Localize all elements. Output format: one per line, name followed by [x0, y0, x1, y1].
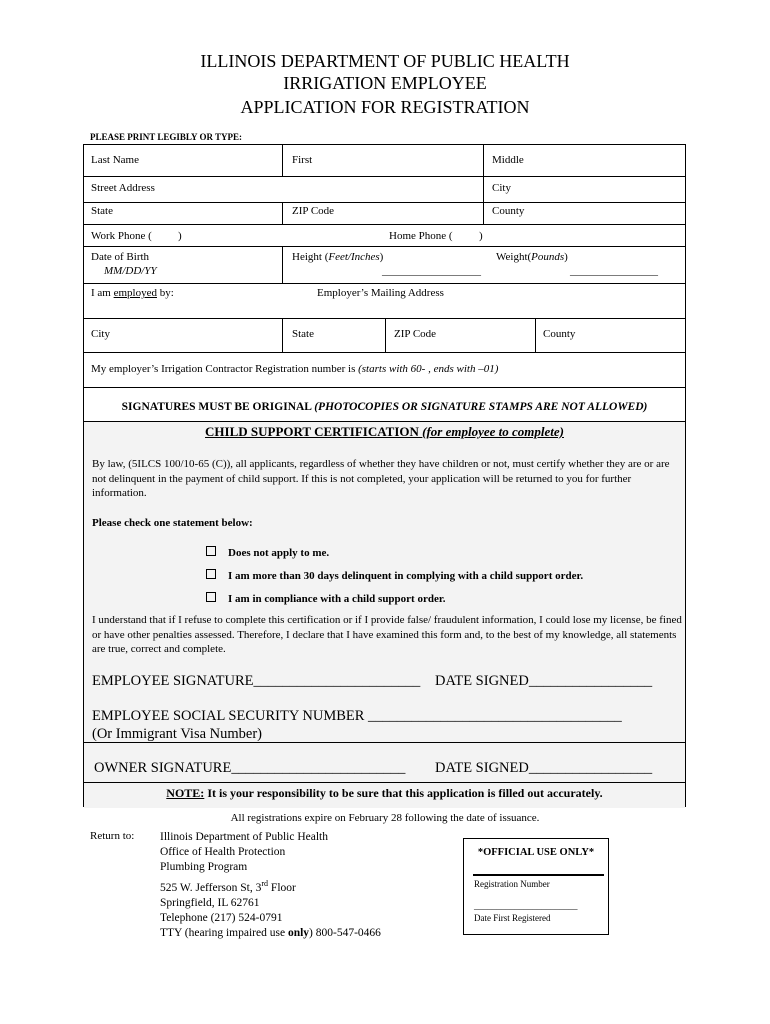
employee-signature-line[interactable]: EMPLOYEE SIGNATURE_______________________ [92, 673, 421, 689]
col-divider [483, 145, 484, 176]
home-phone-label: Home Phone ( [389, 230, 453, 242]
employer-state-label: State [292, 328, 314, 340]
application-form [83, 144, 686, 807]
child-support-heading: CHILD SUPPORT CERTIFICATION (for employee to complete) [205, 424, 564, 439]
address-line: Office of Health Protection [160, 846, 286, 859]
col-divider [282, 246, 283, 283]
return-to-label: Return to: [90, 830, 135, 842]
return-address [160, 830, 381, 941]
row-divider [84, 421, 685, 422]
col-divider [385, 318, 386, 352]
col-divider [282, 202, 283, 224]
dob-format: MM/DD/YY [104, 265, 157, 277]
employer-city-label: City [91, 328, 110, 340]
weight-label: Weight(Pounds) [496, 251, 568, 263]
option-delinquent[interactable]: I am more than 30 days delinquent in complying with a child support order. [206, 569, 583, 582]
first-name-label: First [292, 154, 313, 166]
certification-text: I understand that if I refuse to complete this certification or if I provide false/ fraudulent information, I could lose my license, be fined or have other penalties assessed. Therefore, I declare that I have examined this form and, to the best of my knowledge, all statements are true, correct and complete. [92, 614, 682, 655]
row-divider [84, 176, 685, 177]
row-divider [84, 202, 685, 203]
accuracy-note: NOTE: It is your responsibility to be sure that this application is filled out accurately. [166, 786, 603, 800]
print-instruction: PLEASE PRINT LEGIBLY OR TYPE: [90, 132, 243, 142]
date-of-birth-label: Date of Birth [91, 251, 150, 263]
registration-number-label: Registration Number [474, 879, 550, 889]
check-statement-prompt: Please check one statement below: [92, 517, 253, 529]
street-address-label: Street Address [91, 182, 155, 194]
address-line: Plumbing Program [160, 861, 248, 874]
checkbox[interactable] [206, 546, 216, 556]
employer-mailing-label: Employer’s Mailing Address [317, 287, 444, 299]
middle-name-label: Middle [492, 154, 524, 166]
row-divider [84, 782, 685, 783]
form-title: APPLICATION FOR REGISTRATION [240, 97, 530, 117]
county-label: County [492, 205, 525, 217]
employer-zip-label: ZIP Code [394, 328, 437, 340]
date-signed-line-owner[interactable]: DATE SIGNED_________________ [435, 760, 653, 776]
address-telephone: Telephone (217) 524-0791 [160, 911, 283, 924]
date-first-registered-label: Date First Registered [474, 913, 551, 923]
signatures-original-note: SIGNATURES MUST BE ORIGINAL (PHOTOCOPIES OR SIGNATURE STAMPS ARE NOT ALLOWED) [121, 401, 648, 413]
work-phone-label: Work Phone ( [91, 230, 152, 242]
row-divider [84, 224, 685, 225]
row-divider [84, 387, 685, 388]
checkbox[interactable] [206, 592, 216, 602]
zip-code-label: ZIP Code [292, 205, 335, 217]
date-signed-line-employee[interactable]: DATE SIGNED_________________ [435, 673, 653, 689]
col-divider [282, 145, 283, 176]
option-does-not-apply[interactable]: Does not apply to me. [206, 546, 329, 559]
home-phone-close: ) [479, 230, 483, 242]
height-label: Height (Feet/Inches) [292, 251, 384, 263]
department-title: ILLINOIS DEPARTMENT OF PUBLIC HEALTH [200, 51, 570, 71]
employed-by-label: I am employed by: [91, 287, 174, 299]
address-city: Springfield, IL 62761 [160, 896, 260, 909]
address-line: Illinois Department of Public Health [160, 831, 328, 843]
weight-line: ________________ [570, 265, 658, 277]
registration-expiry-note: All registrations expire on February 28 following the date of issuance. [230, 812, 540, 824]
address-tty: TTY (hearing impaired use only) 800-547-0466 [160, 927, 381, 940]
address-street: 525 W. Jefferson St, 3rd Floor [160, 878, 296, 894]
option-in-compliance[interactable]: I am in compliance with a child support order. [206, 592, 445, 605]
owner-signature-line[interactable]: OWNER SIGNATURE________________________ [94, 760, 406, 776]
contractor-registration-label: My employer’s Irrigation Contractor Registration number is (starts with 60- , ends with –01) [91, 363, 499, 375]
employer-county-label: County [543, 328, 576, 340]
official-use-box [463, 838, 609, 935]
col-divider [282, 318, 283, 352]
col-divider [535, 318, 536, 352]
work-phone-close: ) [178, 230, 182, 242]
checkbox[interactable] [206, 569, 216, 579]
city-label: City [492, 182, 511, 194]
row-divider [84, 352, 685, 353]
state-label: State [91, 205, 113, 217]
last-name-label: Last Name [91, 154, 139, 166]
official-use-rule [473, 874, 604, 876]
form-subtitle: IRRIGATION EMPLOYEE [283, 73, 487, 93]
employee-ssn-line[interactable]: EMPLOYEE SOCIAL SECURITY NUMBER ___________________________________ [92, 708, 622, 724]
date-first-registered-line: _______________________ [474, 901, 578, 911]
official-use-title: *OFFICIAL USE ONLY* [477, 847, 595, 858]
row-divider [84, 283, 685, 284]
col-divider [483, 202, 484, 224]
immigrant-visa-note: (Or Immigrant Visa Number) [92, 726, 262, 742]
col-divider [483, 176, 484, 202]
child-support-law-text: By law, (5ILCS 100/10-65 (C)), all applicants, regardless of whether they have children or not, must certify whether they are or are not delinquent in the payment of child support. If this is not completed, your application will be returned to you for further information. [92, 458, 670, 499]
row-divider [84, 246, 685, 247]
height-line: __________________ [382, 265, 481, 277]
